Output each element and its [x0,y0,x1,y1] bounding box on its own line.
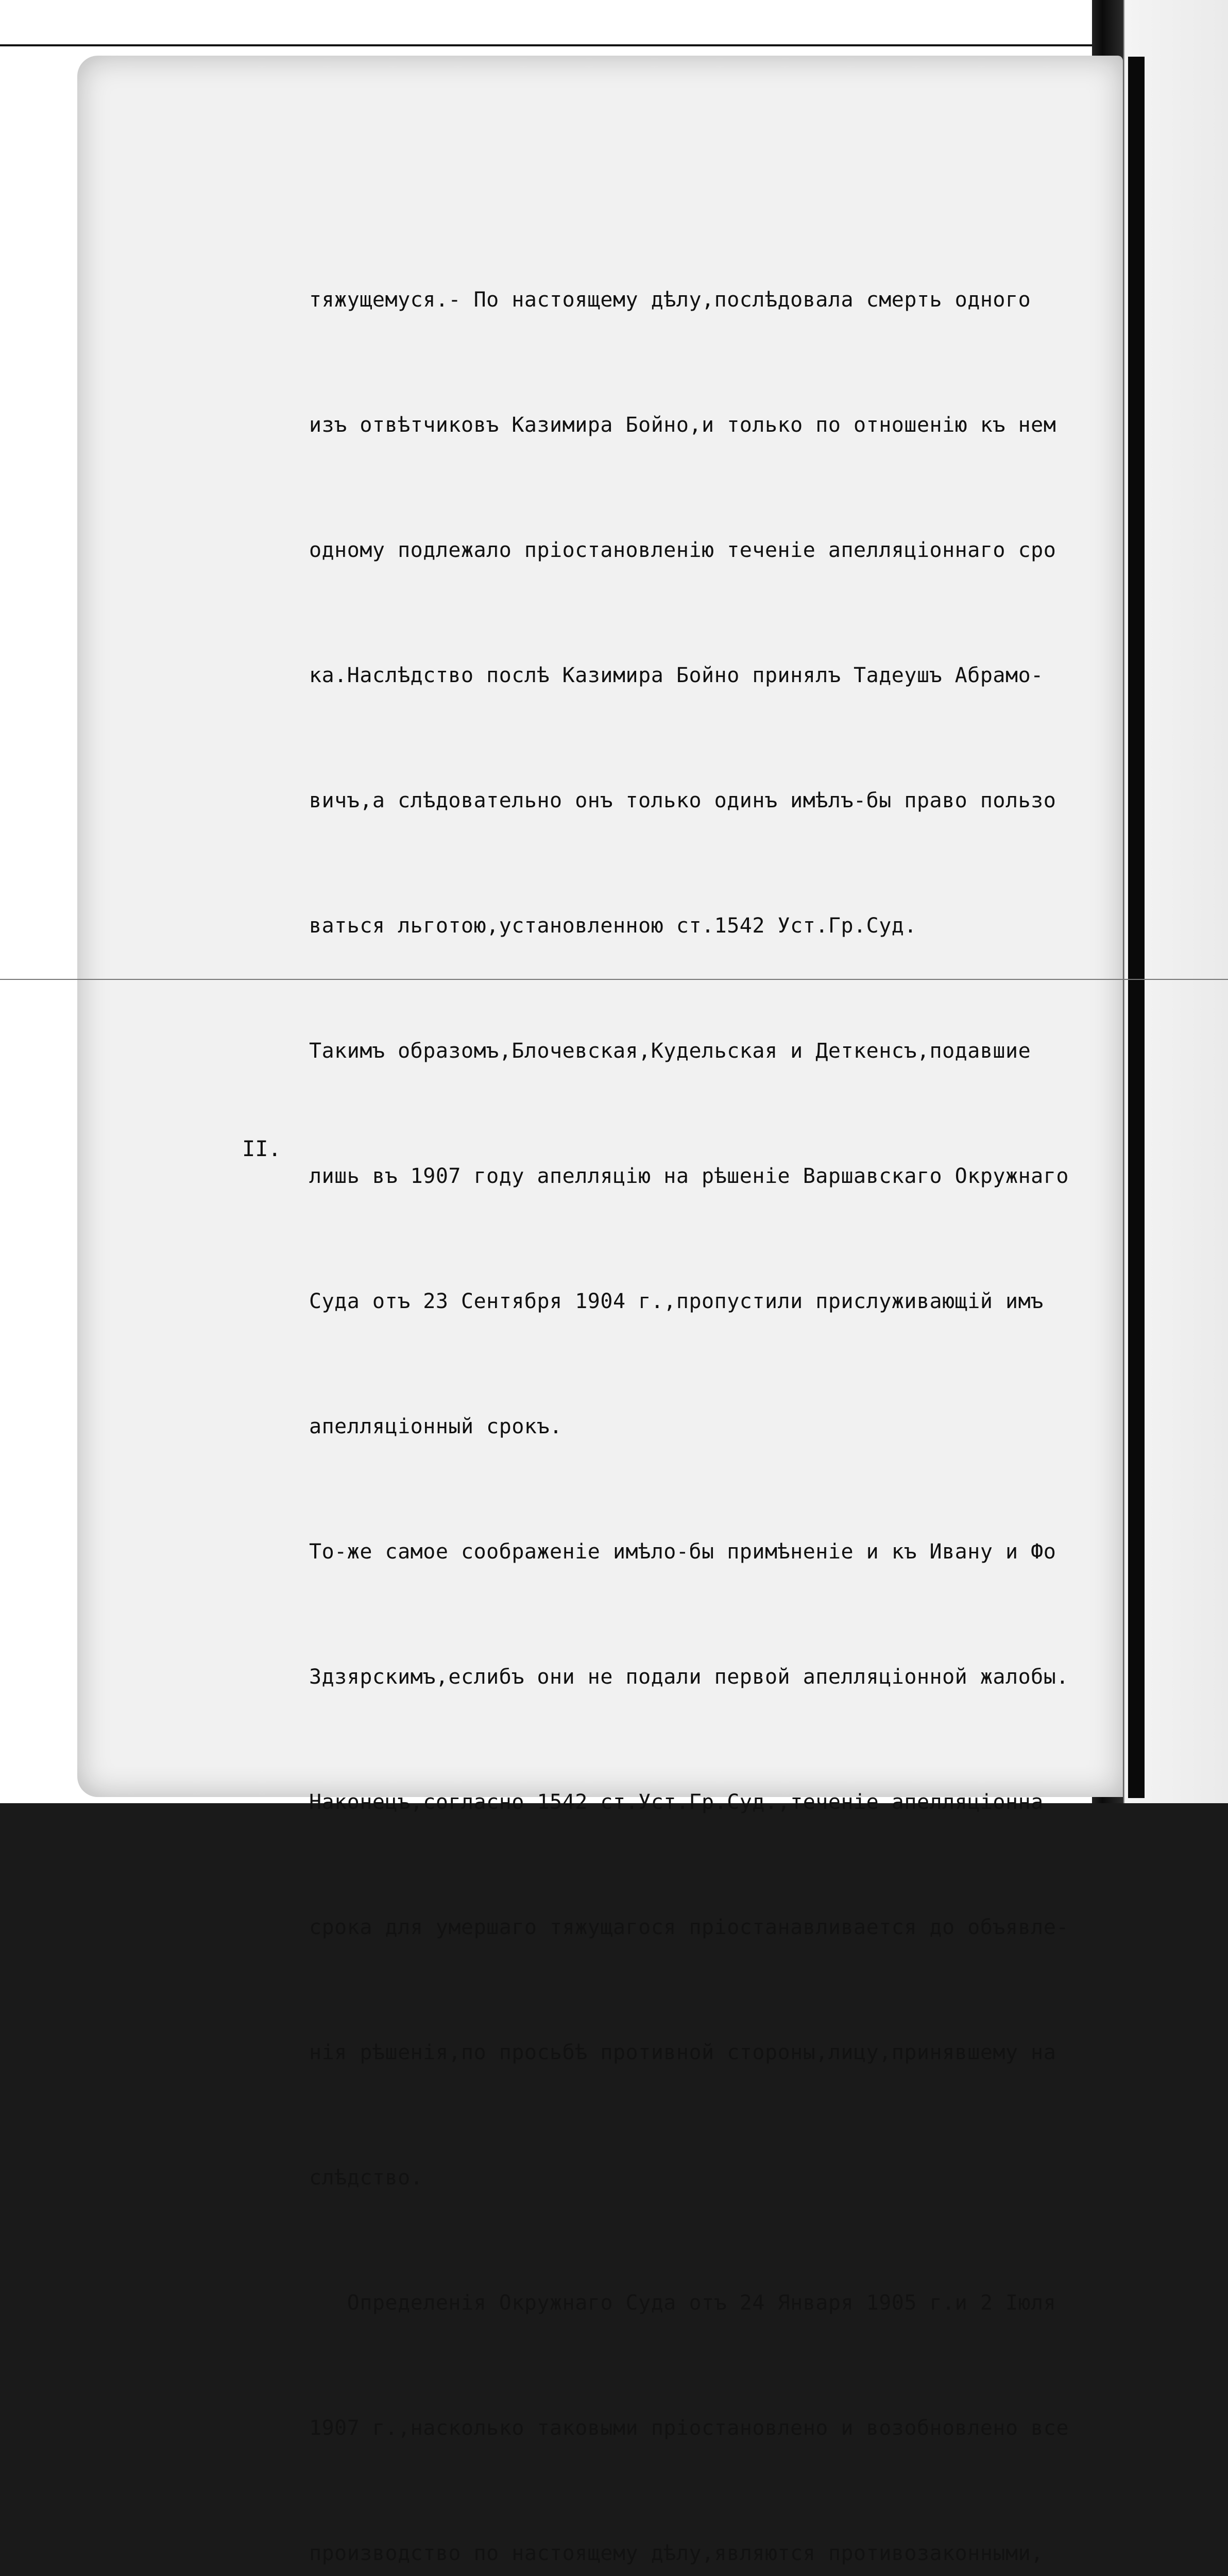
text-line: вичъ,а слѣдовательно онъ только одинъ имѣлъ-бы право пользо [309,789,1056,812]
text-line: нія рѣшенія,по просьбѣ противной стороны,лицу,принявшему на [309,2041,1056,2064]
text-line: срока для умершаго тяжущагося пріостанавливается до объявле- [309,1916,1069,1939]
text-line: апелляціонный срокъ. [309,1415,562,1438]
typed-text-body [309,196,1128,2576]
text-line: Суда отъ 23 Сентября 1904 г.,пропустили прислуживающій имъ [309,1290,1044,1313]
text-line: слѣдство. [309,2166,423,2190]
text-line: производство по настоящему дѣлу,являются противозаконными, [309,2541,1044,2565]
text-line: лишь въ 1907 году апелляцію на рѣшеніе Варшавскаго Окружнаго [309,1164,1069,1188]
text-line: ка.Наслѣдство послѣ Казимира Бойно принялъ Тадеушъ Абрамо- [309,664,1044,687]
text-line: одному подлежало пріостановленію теченіе апелляціоннаго сро [309,538,1056,562]
scan-top-rule [0,44,1097,46]
text-line: изъ отвѣтчиковъ Казимира Бойно,и только по отношенію къ нем [309,413,1056,437]
text-line: Определенія Окружнаго Суда отъ 24 Января 1905 г.и 2 Іюля [309,2291,1056,2315]
text-line: Такимъ образомъ,Блочевская,Кудельская и Деткенсъ,подавшие [309,1039,1031,1063]
text-line: ваться льготою,установленною ст.1542 Уст.Гр.Суд. [309,914,917,938]
section-marker: II. [242,1136,281,1161]
page-binding-edge [1128,57,1145,1798]
text-line: То-же самое соображеніе имѣло-бы примѣненіе и къ Ивану и Фо [309,1540,1056,1564]
text-line: 1907 г.,насколько таковыми пріостановлено и возобновлено все [309,2416,1069,2440]
text-line: тяжущемуся.- По настоящему дѣлу,послѣдовала смерть одного [309,288,1031,312]
text-line: Наконецъ,согласно 1542 ст.Уст.Гр.Суд.,теченіе апелляціонна [309,1790,1044,1814]
text-line: Здзярскимъ,еслибъ они не подали первой апелляціонной жалобы. [309,1665,1069,1689]
